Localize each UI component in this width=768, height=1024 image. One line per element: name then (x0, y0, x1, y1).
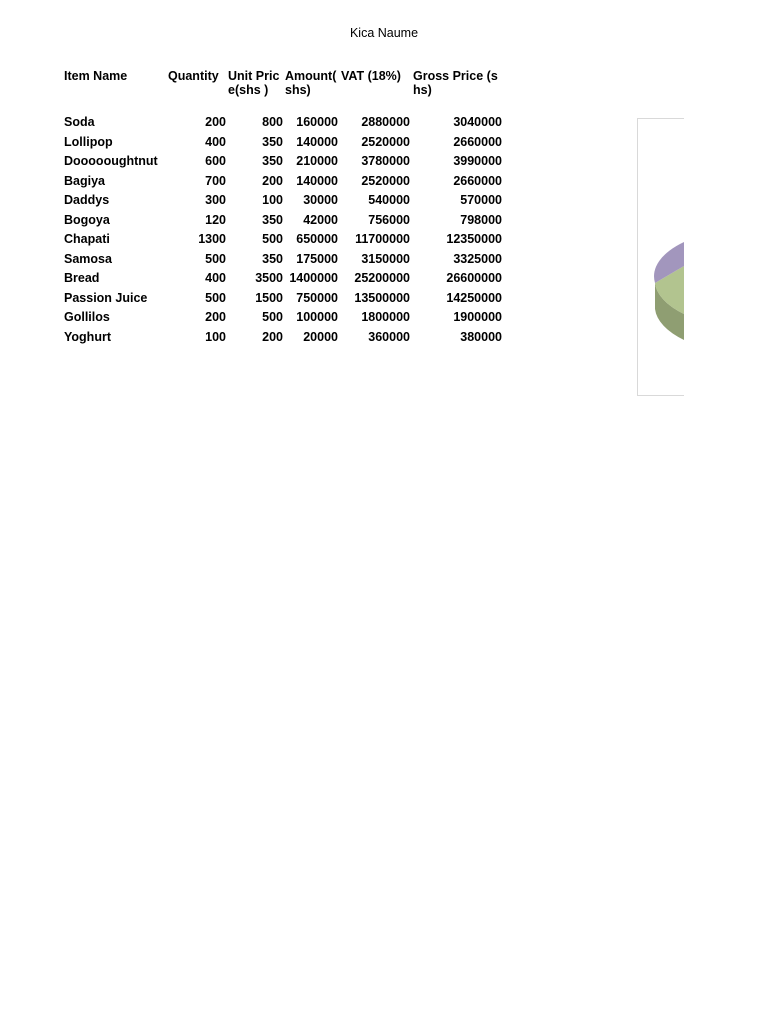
cell-unit-price: 350 (262, 212, 283, 227)
cell-unit-price: 1500 (255, 290, 283, 305)
cell-amount: 140000 (296, 134, 338, 149)
cell-item-name: Passion Juice (64, 290, 148, 305)
cell-gross-price: 2660000 (453, 134, 502, 149)
column-header-item-name: Item Name (64, 69, 128, 83)
cell-gross-price: 2660000 (453, 173, 502, 188)
cell-quantity: 500 (205, 290, 226, 305)
cell-vat: 2520000 (361, 134, 410, 149)
cell-gross-price: 1900000 (453, 310, 502, 324)
cell-amount: 140000 (296, 173, 338, 188)
cell-gross-price: 3040000 (453, 115, 502, 129)
cell-vat: 13500000 (354, 290, 410, 305)
cell-item-name: Doooooughtnut (64, 154, 158, 168)
cell-vat: 3150000 (361, 251, 410, 266)
cell-unit-price: 100 (262, 193, 283, 207)
cell-quantity: 700 (205, 173, 226, 188)
cell-vat: 540000 (368, 193, 410, 207)
cell-quantity: 600 (205, 154, 226, 168)
cell-unit-price: 500 (262, 310, 283, 324)
column-header-unit-price: Unit Price(shs ) (228, 69, 280, 97)
cell-item-name: Gollilos (64, 310, 110, 324)
cell-vat: 3780000 (361, 154, 410, 168)
cell-vat: 756000 (368, 212, 410, 227)
cell-item-name: Bread (64, 271, 100, 285)
cell-vat: 11700000 (355, 232, 410, 246)
cell-item-name: Daddys (64, 193, 110, 207)
cell-gross-price: 798000 (460, 212, 502, 227)
cell-amount: 750000 (296, 290, 338, 305)
cell-vat: 25200000 (354, 271, 410, 285)
cell-quantity: 1300 (198, 232, 226, 246)
cell-unit-price: 200 (262, 173, 283, 188)
cell-amount: 650000 (296, 232, 338, 246)
cell-gross-price: 12350000 (446, 232, 502, 246)
cell-amount: 100000 (296, 310, 338, 324)
column-header-gross-price: Gross Price (shs) (413, 69, 498, 97)
cell-unit-price: 350 (262, 134, 283, 149)
cell-unit-price: 800 (262, 115, 283, 129)
cell-vat: 2520000 (361, 173, 410, 188)
cell-amount: 42000 (303, 212, 338, 227)
cell-unit-price: 200 (262, 329, 283, 344)
cell-vat: 360000 (368, 329, 410, 344)
cell-quantity: 400 (205, 271, 226, 285)
cell-amount: 175000 (296, 251, 338, 266)
cell-unit-price: 350 (262, 154, 283, 168)
page-header: Kica Naume (349, 26, 419, 40)
cell-gross-price: 570000 (460, 193, 502, 207)
cell-item-name: Bogoya (64, 212, 110, 227)
cell-quantity: 100 (205, 329, 226, 344)
cell-item-name: Lollipop (64, 134, 113, 149)
cell-quantity: 120 (205, 212, 226, 227)
cell-vat: 1800000 (361, 310, 410, 324)
cell-unit-price: 3500 (255, 271, 283, 285)
cell-quantity: 500 (205, 251, 226, 266)
cell-amount: 30000 (303, 193, 338, 207)
column-header-quantity: Quantity (168, 69, 219, 83)
cell-item-name: Soda (64, 115, 95, 129)
cell-item-name: Bagiya (64, 173, 105, 188)
cell-quantity: 200 (205, 115, 226, 129)
column-header-amount: Amount( shs) (285, 69, 337, 97)
cell-gross-price: 14250000 (446, 290, 502, 305)
cell-amount: 20000 (303, 329, 338, 344)
cell-amount: 210000 (296, 154, 338, 168)
cell-quantity: 200 (205, 310, 226, 324)
cell-gross-price: 3990000 (453, 154, 502, 168)
cell-gross-price: 380000 (460, 329, 502, 344)
column-header-vat: VAT (18%) (341, 69, 401, 83)
cell-vat: 2880000 (361, 115, 410, 129)
cell-item-name: Samosa (64, 251, 112, 266)
cell-unit-price: 350 (262, 251, 283, 266)
cell-quantity: 400 (205, 134, 226, 149)
cell-gross-price: 3325000 (453, 251, 502, 266)
pie-chart[interactable] (637, 118, 684, 396)
cell-amount: 1400000 (289, 271, 338, 285)
pie-chart-graphic (637, 118, 684, 396)
cell-unit-price: 500 (262, 232, 283, 246)
cell-amount: 160000 (296, 115, 338, 129)
cell-quantity: 300 (205, 193, 226, 207)
cell-gross-price: 26600000 (446, 271, 502, 285)
cell-item-name: Chapati (64, 232, 110, 246)
cell-item-name: Yoghurt (64, 329, 111, 344)
